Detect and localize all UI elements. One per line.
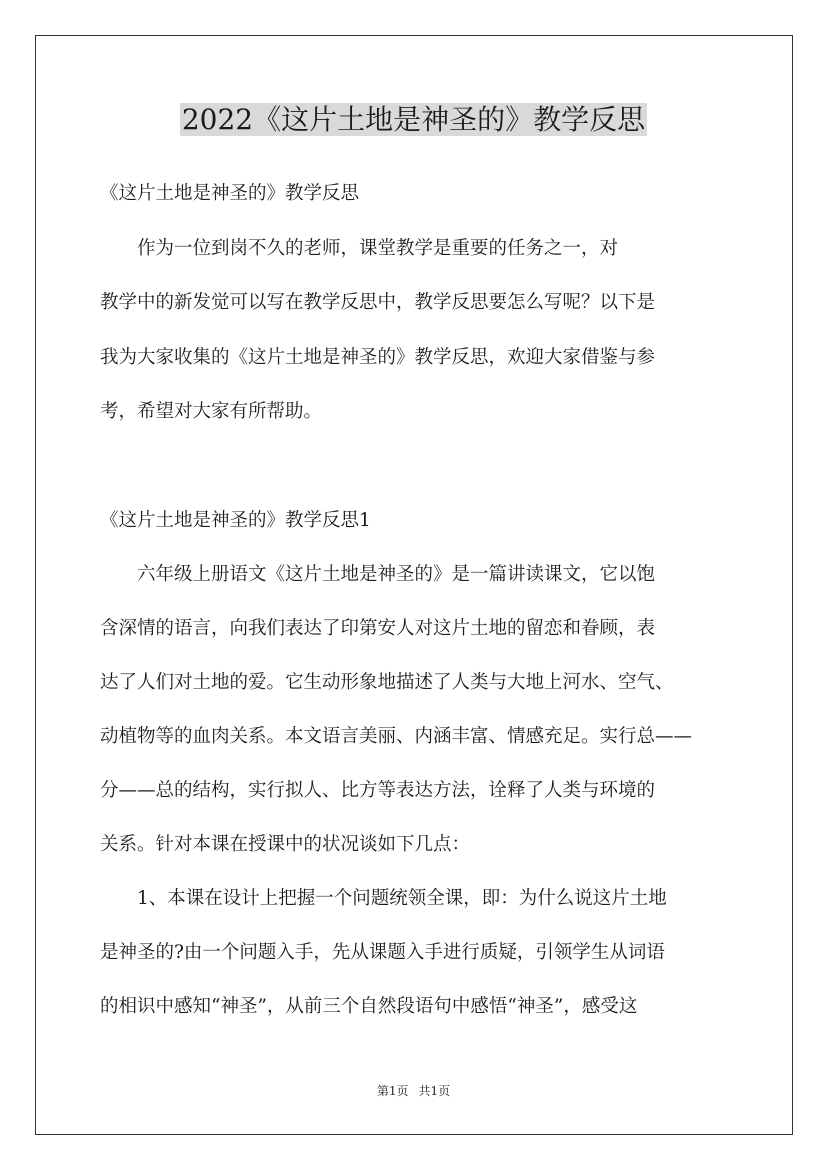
intro-line: 我为大家收集的《这片土地是神圣的》教学反思，欢迎大家借鉴与参 — [100, 347, 656, 368]
document-title-text: 2022《这片土地是神圣的》教学反思 — [181, 103, 646, 136]
section-heading: 《这片土地是神圣的》教学反思1 — [100, 510, 371, 531]
document-title — [0, 100, 827, 140]
body-line: 六年级上册语文《这片土地是神圣的》是一篇讲读课文，它以饱 — [100, 564, 656, 585]
body-line: 分——总的结构，实行拟人、比方等表达方法，诠释了人类与环境的 — [100, 780, 656, 801]
document-subtitle: 《这片土地是神圣的》教学反思 — [100, 183, 360, 204]
body-line: 达了人们对土地的爱。它生动形象地描述了人类与大地上河水、空气、 — [100, 672, 674, 693]
intro-line: 作为一位到岗不久的老师，课堂教学是重要的任务之一，对 — [100, 238, 619, 259]
intro-line: 考，希望对大家有所帮助。 — [100, 401, 323, 422]
body-line: 的相识中感知“神圣”，从前三个自然段语句中感悟“神圣”，感受这 — [100, 996, 638, 1017]
body-line: 含深情的语言，向我们表达了印第安人对这片土地的留恋和眷顾，表 — [100, 618, 656, 639]
body-line: 动植物等的血肉关系。本文语言美丽、内涵丰富、情感充足。实行总—— — [100, 726, 693, 747]
intro-line: 教学中的新发觉可以写在教学反思中，教学反思要怎么写呢？以下是 — [100, 292, 656, 313]
page-total: 共1页 — [418, 1084, 451, 1098]
body-line: 1、本课在设计上把握一个问题统领全课，即：为什么说这片土地 — [100, 888, 667, 909]
page-number: 第1页 — [376, 1084, 409, 1098]
body-line: 关系。针对本课在授课中的状况谈如下几点： — [100, 834, 471, 855]
page-footer — [0, 1083, 827, 1099]
body-line: 是神圣的?由一个问题入手，先从课题入手进行质疑，引领学生从词语 — [100, 942, 665, 963]
